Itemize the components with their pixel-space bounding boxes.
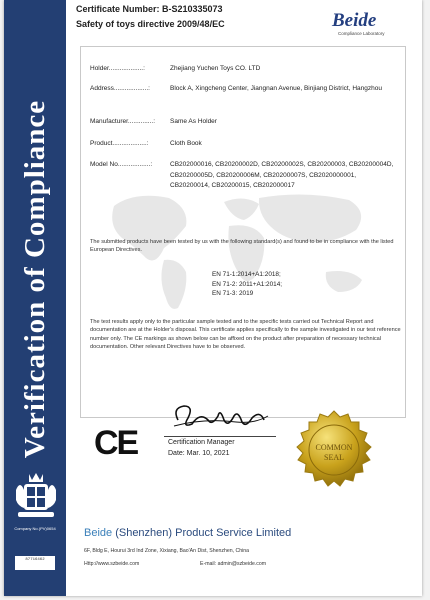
signature-icon: [164, 398, 274, 436]
model-label: Model No..................:: [90, 161, 153, 168]
company-brand: Beide: [84, 527, 113, 539]
standard-item: EN 71-3: 2019: [212, 290, 254, 298]
certificate-sheet: [4, 0, 422, 596]
model-value: CB202000016, CB20200002D, CB20200002S, CB20200003, CB20200004D, CB20200005D, CB20200006M, CB20200007S, CB2020000001, CB20200014, CB20200015, CB202000017: [170, 161, 394, 189]
logo-tagline: Compliance Laboratory: [338, 31, 385, 36]
beide-logo: Beide: [332, 10, 377, 31]
royal-crest-icon: [14, 470, 58, 520]
address-label: Address...................:: [90, 85, 150, 92]
company-email: E-mail: admin@szbeide.com: [200, 561, 267, 567]
ce-mark: CE: [94, 424, 138, 462]
company-address: 6F, Bldg E, Hourui 3rd Ind Zone, Xixiang, Bao'An Dist, Shenzhen, China: [84, 548, 250, 554]
holder-value: Zhejiang Yuchen Toys CO. LTD: [170, 65, 261, 72]
side-band: [4, 0, 66, 596]
standards-list: [212, 270, 282, 299]
verification-title: Verification of Compliance: [19, 99, 51, 459]
register-code: 87716462: [25, 558, 45, 562]
address-value: Block A, Xingcheng Center, Jiangnan Avenue, Binjiang District, Hangzhou: [170, 85, 382, 92]
directive-line: Safety of toys directive 2009/48/EC: [76, 19, 225, 29]
product-label: Product...................:: [90, 140, 149, 147]
seal-text-line1: COMMON: [315, 443, 353, 452]
test-statement: The submitted products have been tested by us with the following standard(s) and found to be in compliance with the listed European Directives.: [90, 239, 394, 254]
company-number: Company No.(PV)0654: [14, 526, 56, 531]
disclaimer-text: The test results apply only to the particular sample tested and to the specific tests carried out Technical Report and documentation are at the Holder's disposal. This certificate applies specifically to the sample investigated in our test reference number only. The CE markings as shown below can be affixed on the product after preparation of necessary technical documentation. Other relevant Directives have to be observed.: [90, 319, 401, 351]
common-seal-icon: [293, 410, 375, 492]
seal-text-line2: SEAL: [324, 453, 344, 462]
company-name-rest: (Shenzhen) Product Service Limited: [112, 527, 292, 539]
signer-title: Certification Manager: [168, 439, 235, 446]
manufacturer-value: Same As Holder: [170, 118, 217, 125]
signature-date: Date: Mar. 10, 2021: [168, 450, 230, 457]
standard-item: EN 71-1:2014+A1:2018;: [212, 271, 281, 278]
company-website: Http://www.szbeide.com: [84, 561, 140, 567]
signature-line: [164, 436, 276, 437]
manufacturer-label: Manufacturer..............:: [90, 118, 156, 125]
company-name: [84, 527, 291, 539]
standard-item: EN 71-2: 2011+A1:2014;: [212, 280, 283, 288]
certificate-number: Certificate Number: B-S210335073: [76, 4, 223, 14]
holder-label: Holder...................:: [90, 65, 145, 72]
product-value: Cloth Book: [170, 140, 202, 147]
